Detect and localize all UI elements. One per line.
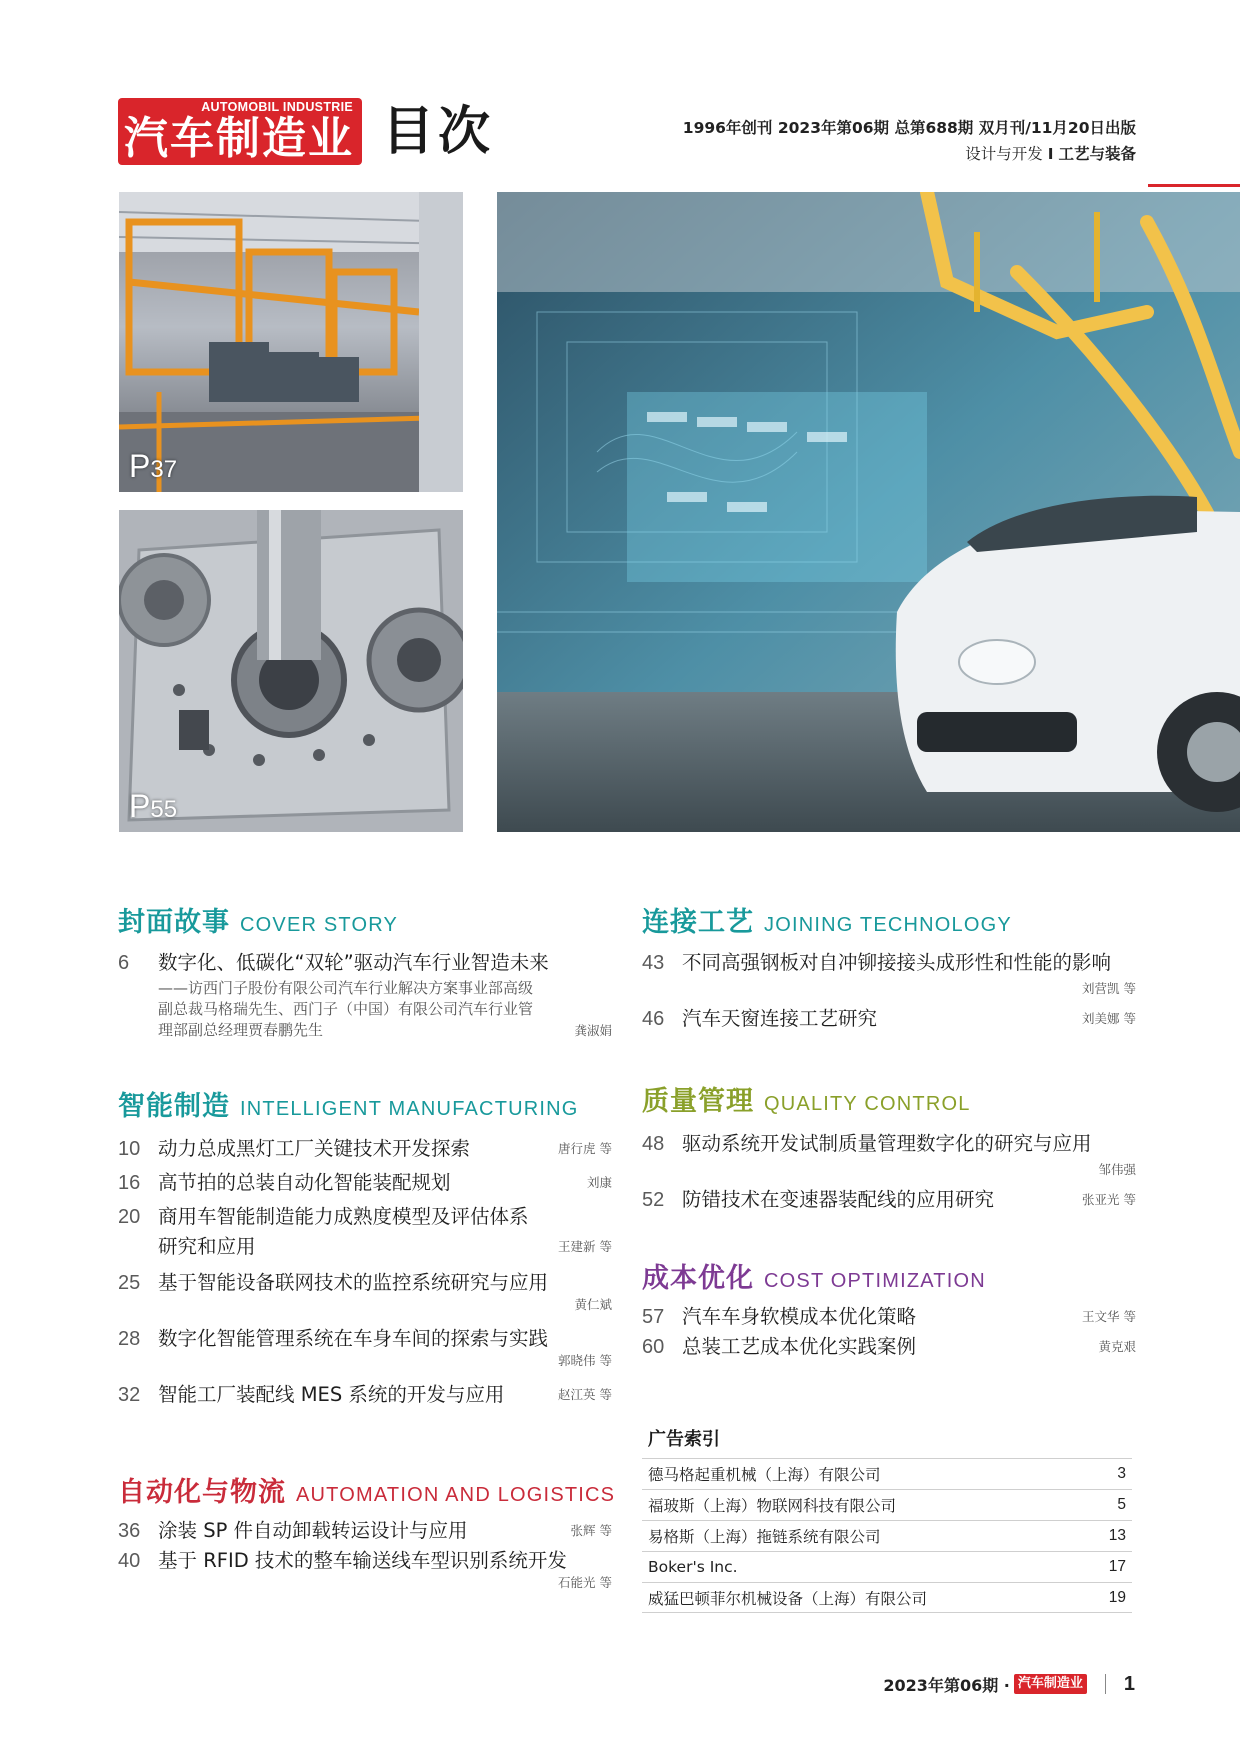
section-title-cn: 自动化与物流 <box>118 1477 286 1508</box>
entry-title: 不同高强钢板对自冲铆接接头成形性和性能的影响 <box>682 951 1112 974</box>
entry-page-number: 57 <box>642 1306 665 1328</box>
section-title-en: JOINING TECHNOLOGY <box>764 914 1012 936</box>
section-title-cn: 封面故事 <box>118 907 230 938</box>
entry-page-number: 28 <box>118 1328 141 1350</box>
magazine-logo <box>118 98 362 165</box>
category-left: 设计与开发 <box>965 145 1043 163</box>
toc-entry[interactable] <box>642 1129 1136 1179</box>
section-intelligent-manufacturing <box>118 1090 612 1410</box>
entry-author: 刘美娜 等 <box>1082 1011 1136 1026</box>
section-title-en: COST OPTIMIZATION <box>764 1270 986 1292</box>
section-title-cn: 连接工艺 <box>642 907 754 938</box>
advertiser-index-title: 广告索引 <box>648 1429 720 1450</box>
entry-author: 龚淑娟 <box>574 1023 612 1038</box>
entry-title: 数字化、低碳化“双轮”驱动汽车行业智造未来 <box>158 951 549 974</box>
toc-entry[interactable] <box>118 1268 612 1314</box>
header-accent-rule <box>1148 184 1240 187</box>
advertiser-page: 13 <box>1108 1527 1126 1544</box>
section-heading <box>642 1262 1136 1300</box>
section-title-en: COVER STORY <box>240 914 399 936</box>
entry-title: 涂装 SP 件自动卸载转运设计与应用 <box>158 1519 468 1542</box>
section-title-cn: 智能制造 <box>118 1091 230 1122</box>
advertiser-name: 易格斯（上海）拖链系统有限公司 <box>648 1528 881 1546</box>
entry-page-number: 25 <box>118 1272 141 1294</box>
gearbox-housing-photo <box>119 510 463 832</box>
section-heading <box>642 906 1136 944</box>
entry-page-number: 52 <box>642 1189 665 1211</box>
toc-entry[interactable] <box>118 1324 612 1370</box>
logo-chinese-text: 汽车制造业 <box>124 113 354 164</box>
section-title-cn: 成本优化 <box>642 1263 754 1294</box>
entry-author: 黄克艰 <box>1098 1339 1136 1354</box>
category-right: 工艺与装备 <box>1058 145 1136 163</box>
toc-entry[interactable] <box>642 1004 1136 1034</box>
category-line <box>965 144 1136 164</box>
advertiser-name: Boker's Inc. <box>648 1558 738 1576</box>
entry-title: 商用车智能制造能力成熟度模型及评估体系研究和应用 <box>158 1205 529 1258</box>
page-number: 1 <box>1123 1672 1135 1695</box>
toc-entry[interactable] <box>642 948 1136 998</box>
toc-entry[interactable] <box>642 1185 1136 1215</box>
entry-title: 数字化智能管理系统在车身车间的探索与实践 <box>158 1327 549 1350</box>
conveyor-line-photo <box>119 192 463 492</box>
entry-author: 郭晓伟 等 <box>558 1353 612 1368</box>
entry-author: 唐行虎 等 <box>558 1141 612 1156</box>
footer-logo: 汽车制造业 <box>1014 1674 1087 1694</box>
footer-divider <box>1105 1674 1106 1694</box>
section-title-cn: 质量管理 <box>642 1086 754 1117</box>
entry-author: 刘康 <box>586 1175 612 1190</box>
advertiser-page: 3 <box>1117 1465 1126 1482</box>
advertiser-name: 福玻斯（上海）物联网科技有限公司 <box>648 1497 897 1515</box>
toc-entry[interactable] <box>118 1516 612 1546</box>
entry-author: 黄仁斌 <box>574 1297 612 1312</box>
entry-page-number: 32 <box>118 1384 141 1406</box>
publication-info: 1996年创刊 2023年第06期 总第688期 双月刊/11月20日出版 <box>682 119 1136 137</box>
section-cost-optimization <box>642 1262 1136 1362</box>
entry-title: 总装工艺成本优化实践案例 <box>682 1335 917 1358</box>
entry-page-number: 48 <box>642 1133 665 1155</box>
entry-author: 石能光 等 <box>558 1575 612 1590</box>
toc-entry[interactable] <box>642 1302 1136 1332</box>
entry-page-number: 20 <box>118 1206 141 1228</box>
section-heading <box>118 1476 616 1514</box>
advertiser-row[interactable] <box>642 1520 1132 1551</box>
entry-title: 高节拍的总装自动化智能装配规划 <box>158 1171 451 1194</box>
label-prefix: P <box>129 448 151 484</box>
advertiser-index <box>642 1426 1132 1613</box>
entry-page-number: 60 <box>642 1336 665 1358</box>
entry-author: 刘营凯 等 <box>1082 981 1136 996</box>
entry-title: 基于 RFID 技术的整车输送线车型识别系统开发 <box>158 1549 567 1572</box>
entry-page-number: 46 <box>642 1008 665 1030</box>
category-separator: I <box>1047 145 1054 163</box>
entry-page-number: 40 <box>118 1550 141 1572</box>
toc-entry[interactable] <box>118 1134 612 1164</box>
entry-title: 基于智能设备联网技术的监控系统研究与应用 <box>158 1271 549 1294</box>
section-joining-technology <box>642 906 1136 1034</box>
label-prefix: P <box>129 788 151 824</box>
section-heading <box>118 1090 612 1128</box>
section-title-en: INTELLIGENT MANUFACTURING <box>240 1098 579 1120</box>
entry-page-number: 36 <box>118 1520 141 1542</box>
section-title-en: QUALITY CONTROL <box>764 1093 971 1115</box>
entry-page-number: 16 <box>118 1172 141 1194</box>
advertiser-row[interactable] <box>642 1551 1132 1582</box>
entry-subtitle: ——访西门子股份有限公司汽车行业解决方案事业部高级副总裁马格瑞先生、西门子（中国）有限公司汽车行业管理部副总经理贾春鹏先生 <box>158 979 534 1039</box>
toc-entry[interactable] <box>118 1168 612 1198</box>
toc-entry[interactable] <box>118 1380 612 1410</box>
advertiser-row[interactable] <box>642 1489 1132 1520</box>
advertiser-page: 5 <box>1117 1496 1126 1513</box>
entry-title: 汽车车身软模成本优化策略 <box>682 1305 917 1328</box>
toc-entry[interactable] <box>118 1546 612 1592</box>
image-page-label-37 <box>129 450 177 486</box>
section-quality-control <box>642 1085 1136 1215</box>
advertiser-row[interactable] <box>642 1582 1132 1613</box>
advertiser-page: 17 <box>1108 1558 1126 1575</box>
entry-author: 赵江英 等 <box>558 1387 612 1402</box>
entry-page-number: 43 <box>642 952 665 974</box>
section-title-en: AUTOMATION AND LOGISTICS <box>296 1484 616 1506</box>
entry-author: 王文华 等 <box>1082 1309 1136 1324</box>
image-page-label-55 <box>129 790 177 826</box>
entry-page-number: 6 <box>118 952 130 974</box>
entry-author: 邹伟强 <box>1098 1162 1136 1177</box>
entry-author: 张辉 等 <box>570 1523 612 1538</box>
digital-factory-cover-photo <box>497 192 1240 832</box>
entry-title: 动力总成黑灯工厂关键技术开发探索 <box>158 1137 471 1160</box>
entry-title: 智能工厂装配线 MES 系统的开发与应用 <box>158 1383 505 1406</box>
toc-entry[interactable] <box>642 1332 1136 1362</box>
logo-english-text: AUTOMOBIL INDUSTRIE <box>201 100 353 114</box>
advertiser-row[interactable] <box>642 1458 1132 1489</box>
advertiser-name: 威猛巴顿菲尔机械设备（上海）有限公司 <box>648 1589 928 1608</box>
entry-title: 汽车天窗连接工艺研究 <box>682 1007 878 1030</box>
footer-issue: 2023年第06期 · <box>883 1675 1010 1695</box>
page-footer <box>883 1672 1135 1696</box>
entry-page-number: 10 <box>118 1138 141 1160</box>
advertiser-page: 19 <box>1108 1588 1126 1606</box>
section-cover-story <box>118 906 612 1040</box>
label-number: 37 <box>150 456 178 483</box>
section-heading <box>118 906 612 944</box>
label-number: 55 <box>150 796 178 823</box>
entry-title: 驱动系统开发试制质量管理数字化的研究与应用 <box>682 1132 1092 1155</box>
entry-author: 王建新 等 <box>558 1239 612 1254</box>
toc-entry[interactable] <box>118 1202 612 1256</box>
entry-title: 防错技术在变速器装配线的应用研究 <box>682 1188 995 1211</box>
page-title: 目次 <box>382 102 495 162</box>
toc-entry[interactable] <box>118 948 612 1040</box>
advertiser-name: 德马格起重机械（上海）有限公司 <box>648 1466 881 1484</box>
entry-author: 张亚光 等 <box>1082 1192 1136 1207</box>
section-heading <box>642 1085 1136 1123</box>
section-automation-logistics <box>118 1476 616 1592</box>
